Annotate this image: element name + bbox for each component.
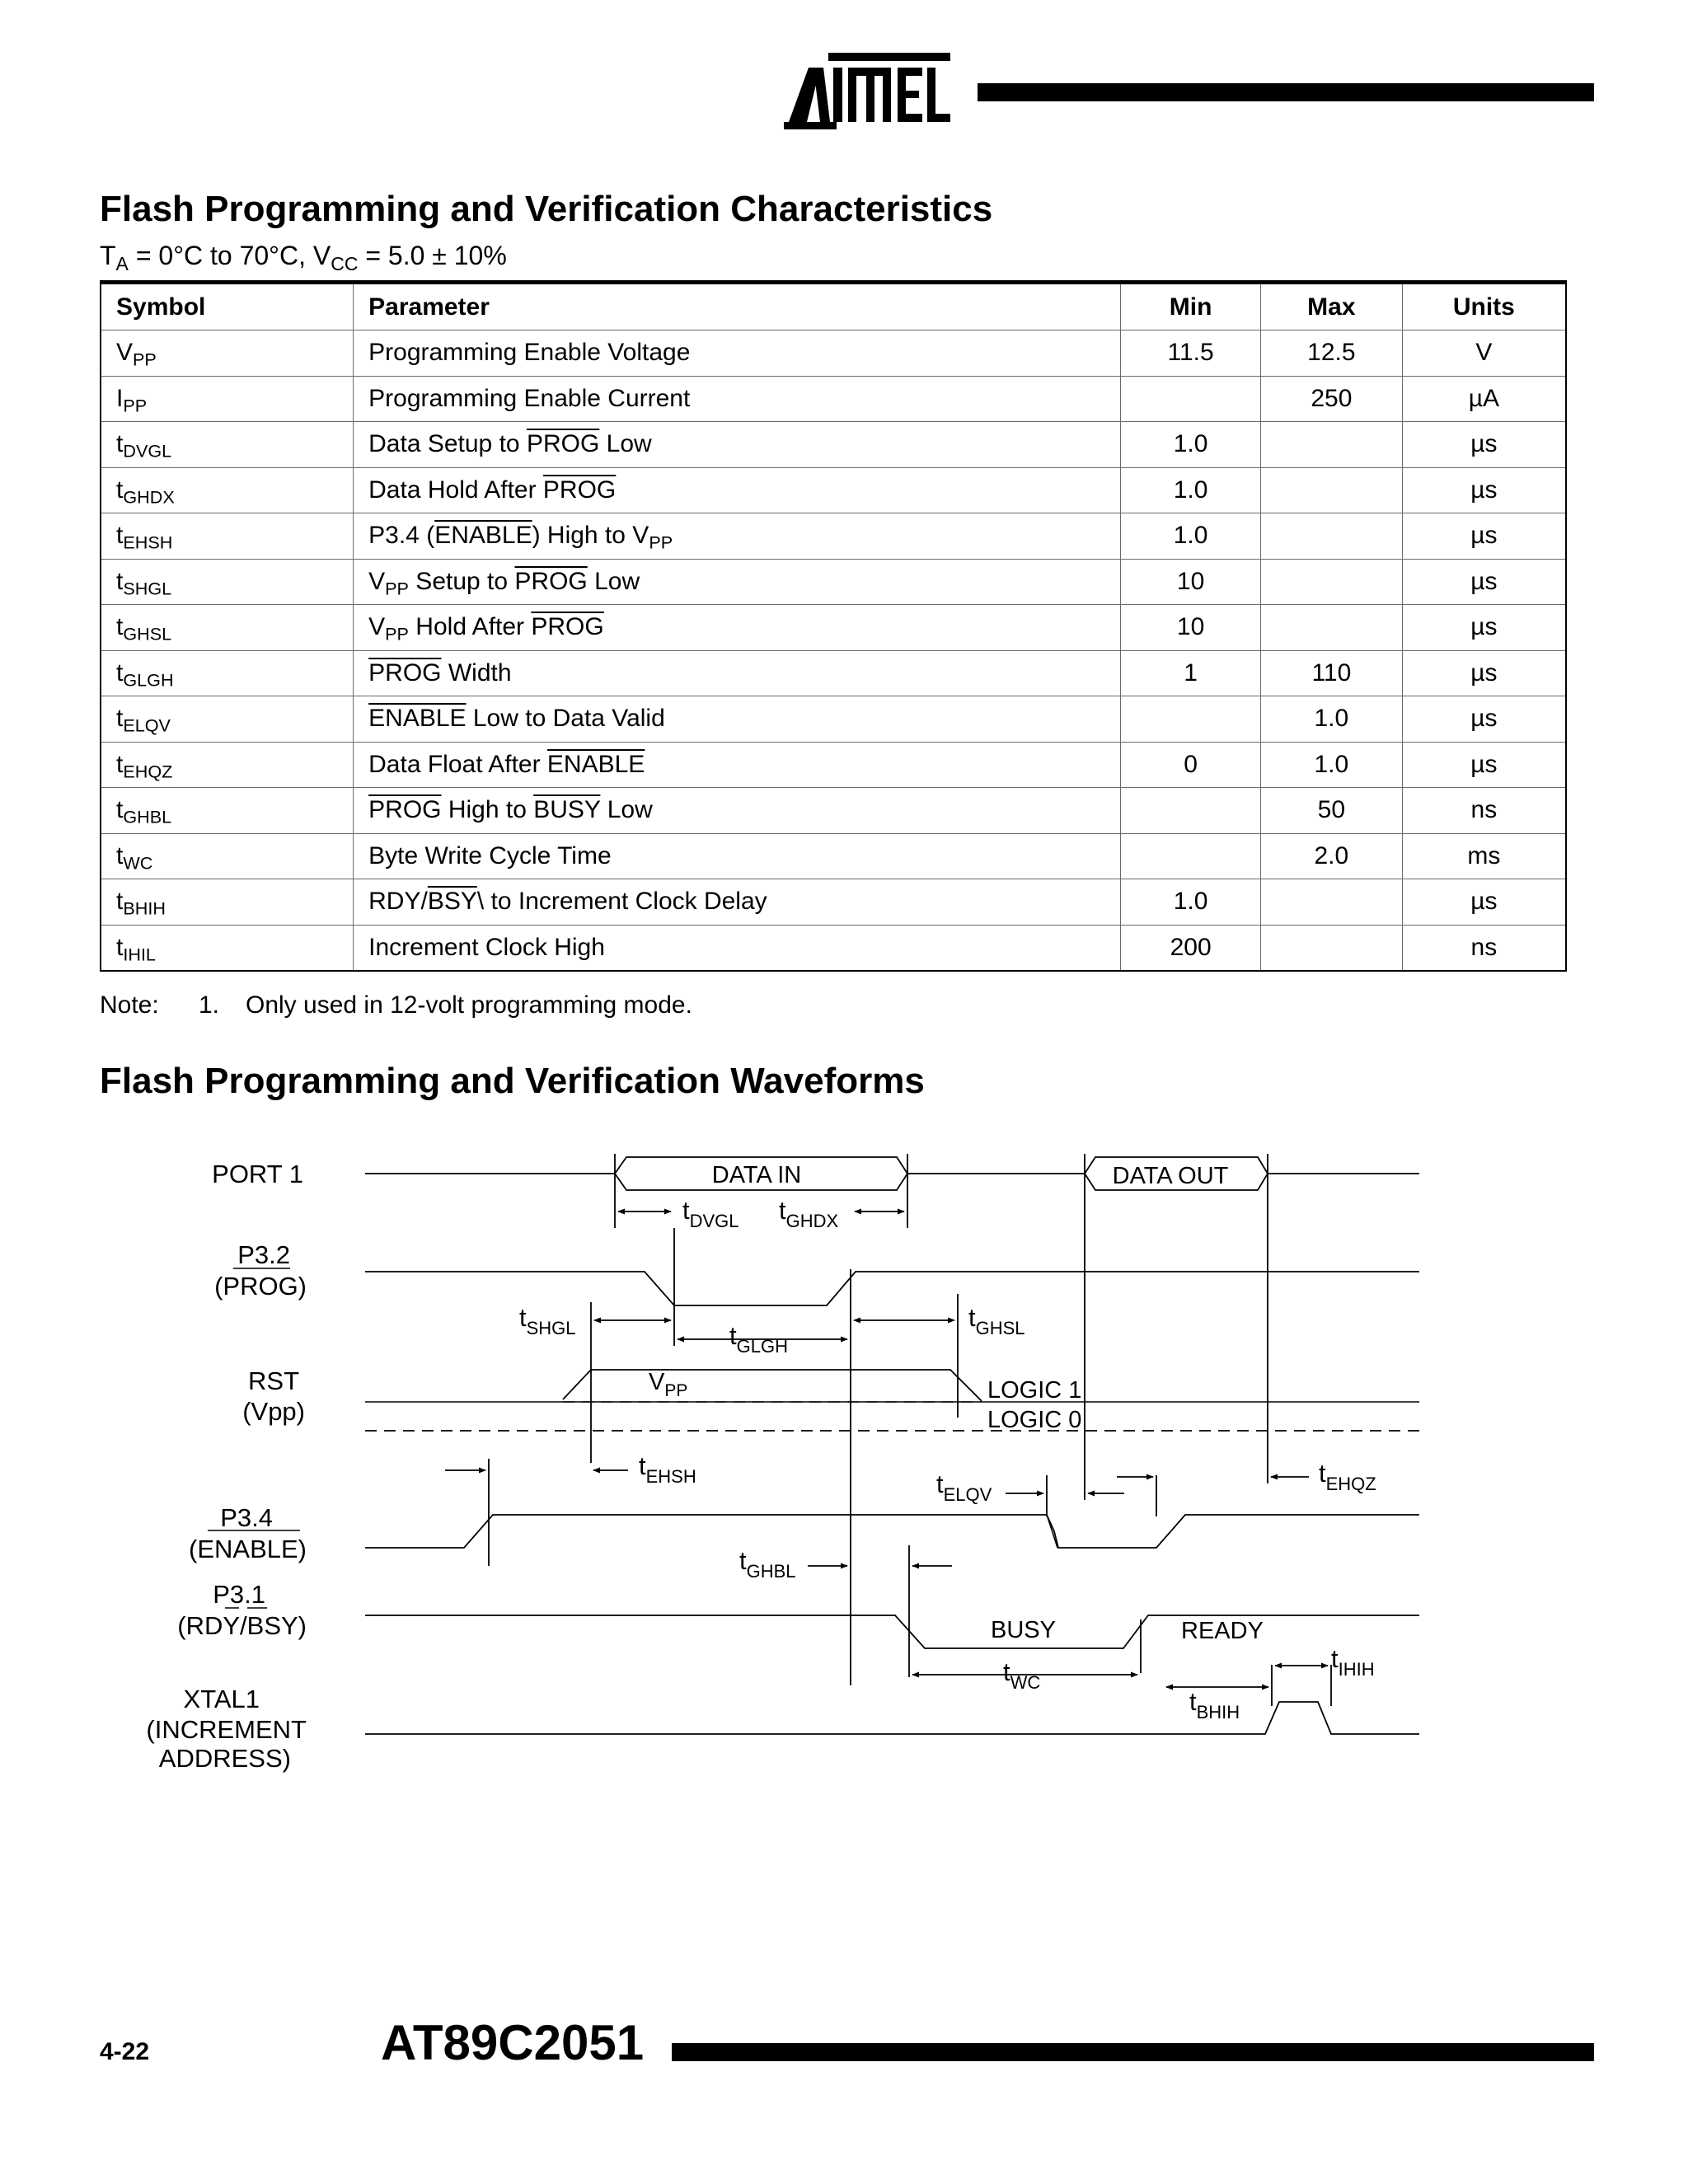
max-cell: 12.5: [1260, 330, 1402, 377]
symbol-cell: $I_{PP}$: [101, 376, 354, 422]
table-row: [101, 833, 1566, 879]
max-cell: 250: [1260, 376, 1402, 422]
min-cell: 1.0: [1121, 879, 1261, 926]
table-row: [101, 696, 1566, 743]
waveform-diagram: [0, 1137, 1688, 1797]
column-header-units: Units: [1402, 283, 1566, 330]
parameter-cell: Byte Write Cycle Time: [354, 833, 1121, 879]
signal-label-rst: RST: [248, 1366, 299, 1395]
units-cell: µs: [1402, 513, 1566, 560]
column-header-max: Max: [1260, 283, 1402, 330]
symbol-cell: $t_{BHIH}$: [101, 879, 354, 926]
table-row: [101, 330, 1566, 377]
max-cell: 50: [1260, 788, 1402, 834]
symbol-cell: $t_{DVGL}$: [101, 422, 354, 468]
units-cell: ns: [1402, 788, 1566, 834]
table-row: [101, 559, 1566, 605]
characteristics-table: [100, 280, 1567, 972]
parameter-cell: PROG High to BUSY Low: [354, 788, 1121, 834]
table-row: [101, 513, 1566, 560]
column-header-min: Min: [1121, 283, 1261, 330]
timing-label-ehqz: $t_{EHQZ}$: [1319, 1459, 1376, 1494]
min-cell: [1121, 788, 1261, 834]
symbol-cell: $t_{EHQZ}$: [101, 742, 354, 788]
table-row: [101, 879, 1566, 926]
signal-label-p32: P3.2: [237, 1240, 290, 1269]
note-text: Only used in 12-volt programming mode.: [246, 991, 692, 1019]
timing-label-dvgl: $t_{DVGL}$: [682, 1196, 739, 1231]
units-cell: µs: [1402, 696, 1566, 743]
max-cell: [1260, 513, 1402, 560]
timing-label-shgl: $t_{SHGL}$: [519, 1303, 576, 1338]
max-cell: 110: [1260, 650, 1402, 696]
table-row: [101, 467, 1566, 513]
parameter-cell: RDY/$\overline{BSY}\backslash$ to Increment Clock Delay: [354, 879, 1121, 926]
parameter-cell: Programming Enable Voltage: [354, 330, 1121, 377]
table-row: [101, 925, 1566, 971]
symbol-cell: $t_{EHSH}$: [101, 513, 354, 560]
table-row: [101, 788, 1566, 834]
atmel-logo: [779, 53, 952, 135]
p34-enable-trace: [365, 1515, 1419, 1548]
symbol-cell: $t_{GLGH}$: [101, 650, 354, 696]
table-row: [101, 605, 1566, 651]
max-cell: 2.0: [1260, 833, 1402, 879]
symbol-cell: $t_{IHIL}$: [101, 925, 354, 971]
max-cell: 1.0: [1260, 742, 1402, 788]
signal-label-p34: P3.4: [220, 1503, 273, 1532]
min-cell: [1121, 833, 1261, 879]
min-cell: 1.0: [1121, 513, 1261, 560]
signal-label-rst-function: (Vpp): [242, 1397, 305, 1426]
max-cell: [1260, 879, 1402, 926]
parameter-cell: $V_{PP}$ Hold After PROG: [354, 605, 1121, 651]
logic0-label: LOGIC 0: [987, 1407, 1082, 1433]
units-cell: µs: [1402, 559, 1566, 605]
min-cell: 1: [1121, 650, 1261, 696]
data-out-label: DATA OUT: [1112, 1163, 1229, 1189]
min-cell: 1.0: [1121, 467, 1261, 513]
signal-label-p31: P3.1: [213, 1580, 265, 1609]
timing-label-glgh: $t_{GLGH}$: [729, 1321, 788, 1357]
symbol-cell: $t_{ELQV}$: [101, 696, 354, 743]
min-cell: 10: [1121, 605, 1261, 651]
symbol-cell: $t_{GHDX}$: [101, 467, 354, 513]
parameter-cell: P3.4 (ENABLE) High to $V_{PP}$: [354, 513, 1121, 560]
parameter-cell: Data Hold After PROG: [354, 467, 1121, 513]
operating-conditions: $T_A = 0^\circ C$ to 70°C, $V_{CC} = 5.0 \pm 10\%$: [100, 241, 507, 274]
section-title-characteristics: Flash Programming and Verification Characteristics: [100, 189, 993, 229]
page-number: 4-22: [100, 2038, 150, 2065]
note-number: 1.: [199, 991, 220, 1019]
p32-prog-trace: [365, 1272, 1419, 1305]
units-cell: ns: [1402, 925, 1566, 971]
timing-label-ghsl: $t_{GHSL}$: [968, 1303, 1025, 1338]
min-cell: 200: [1121, 925, 1261, 971]
min-cell: 11.5: [1121, 330, 1261, 377]
signal-label-xtal1: XTAL1: [183, 1685, 260, 1713]
table-header-row: [101, 283, 1566, 330]
max-cell: [1260, 422, 1402, 468]
parameter-cell: Increment Clock High: [354, 925, 1121, 971]
parameter-cell: PROG Width: [354, 650, 1121, 696]
section-title-waveforms: Flash Programming and Verification Waveforms: [100, 1061, 925, 1101]
max-cell: [1260, 925, 1402, 971]
table-row: [101, 376, 1566, 422]
timing-label-elqv: $t_{ELQV}$: [936, 1469, 992, 1505]
timing-label-ghdx: $t_{GHDX}$: [779, 1196, 839, 1231]
units-cell: µA: [1402, 376, 1566, 422]
busy-label: BUSY: [991, 1617, 1056, 1643]
parameter-cell: ENABLE Low to Data Valid: [354, 696, 1121, 743]
signal-label-p32-function: (PROG): [214, 1272, 307, 1301]
product-name: AT89C2051: [381, 2015, 645, 2070]
parameter-cell: Data Setup to PROG Low: [354, 422, 1121, 468]
units-cell: µs: [1402, 605, 1566, 651]
ready-label: READY: [1181, 1618, 1264, 1644]
xtal1-trace: [365, 1702, 1419, 1734]
units-cell: V: [1402, 330, 1566, 377]
timing-label-wc: $t_{WC}$: [1003, 1657, 1041, 1693]
min-cell: [1121, 696, 1261, 743]
vpp-level-label: $V_{PP}$: [649, 1369, 688, 1400]
max-cell: 1.0: [1260, 696, 1402, 743]
max-cell: [1260, 559, 1402, 605]
signal-label-p34-function: (ENABLE): [189, 1535, 307, 1563]
signal-label-p31-function: (RDY/BSY): [177, 1611, 307, 1640]
parameter-cell: Data Float After ENABLE: [354, 742, 1121, 788]
logic1-label: LOGIC 1: [987, 1377, 1082, 1404]
header-rule: [978, 83, 1594, 101]
min-cell: 0: [1121, 742, 1261, 788]
symbol-cell: $t_{GHSL}$: [101, 605, 354, 651]
signal-label-xtal1-function: (INCREMENT: [146, 1715, 307, 1744]
units-cell: µs: [1402, 422, 1566, 468]
max-cell: [1260, 605, 1402, 651]
footer-rule: [672, 2043, 1594, 2061]
units-cell: µs: [1402, 467, 1566, 513]
timing-label-bhih: $t_{BHIH}$: [1189, 1687, 1240, 1722]
timing-label-ghbl: $t_{GHBL}$: [739, 1546, 796, 1582]
data-in-label: DATA IN: [711, 1162, 802, 1188]
timing-label-ihih: $t_{IHIH}$: [1331, 1644, 1375, 1680]
column-header-symbol: Symbol: [101, 283, 354, 330]
parameter-cell: Programming Enable Current: [354, 376, 1121, 422]
max-cell: [1260, 467, 1402, 513]
min-cell: 10: [1121, 559, 1261, 605]
units-cell: µs: [1402, 742, 1566, 788]
units-cell: µs: [1402, 650, 1566, 696]
symbol-cell: $t_{SHGL}$: [101, 559, 354, 605]
symbol-cell: $t_{GHBL}$: [101, 788, 354, 834]
signal-label-xtal1-function-cont: ADDRESS): [158, 1744, 291, 1773]
table-row: [101, 422, 1566, 468]
units-cell: ms: [1402, 833, 1566, 879]
column-header-parameter: Parameter: [354, 283, 1121, 330]
table-note: [100, 991, 842, 1020]
signal-label-port1: PORT 1: [212, 1160, 303, 1188]
symbol-cell: $t_{WC}$: [101, 833, 354, 879]
table-row: [101, 742, 1566, 788]
symbol-cell: $V_{PP}$: [101, 330, 354, 377]
note-label: Note:: [100, 991, 159, 1019]
table-row: [101, 650, 1566, 696]
min-cell: [1121, 376, 1261, 422]
units-cell: µs: [1402, 879, 1566, 926]
timing-label-ehsh: $t_{EHSH}$: [639, 1451, 696, 1487]
rst-vpp-trace: [563, 1370, 982, 1401]
parameter-cell: $V_{PP}$ Setup to PROG Low: [354, 559, 1121, 605]
min-cell: 1.0: [1121, 422, 1261, 468]
